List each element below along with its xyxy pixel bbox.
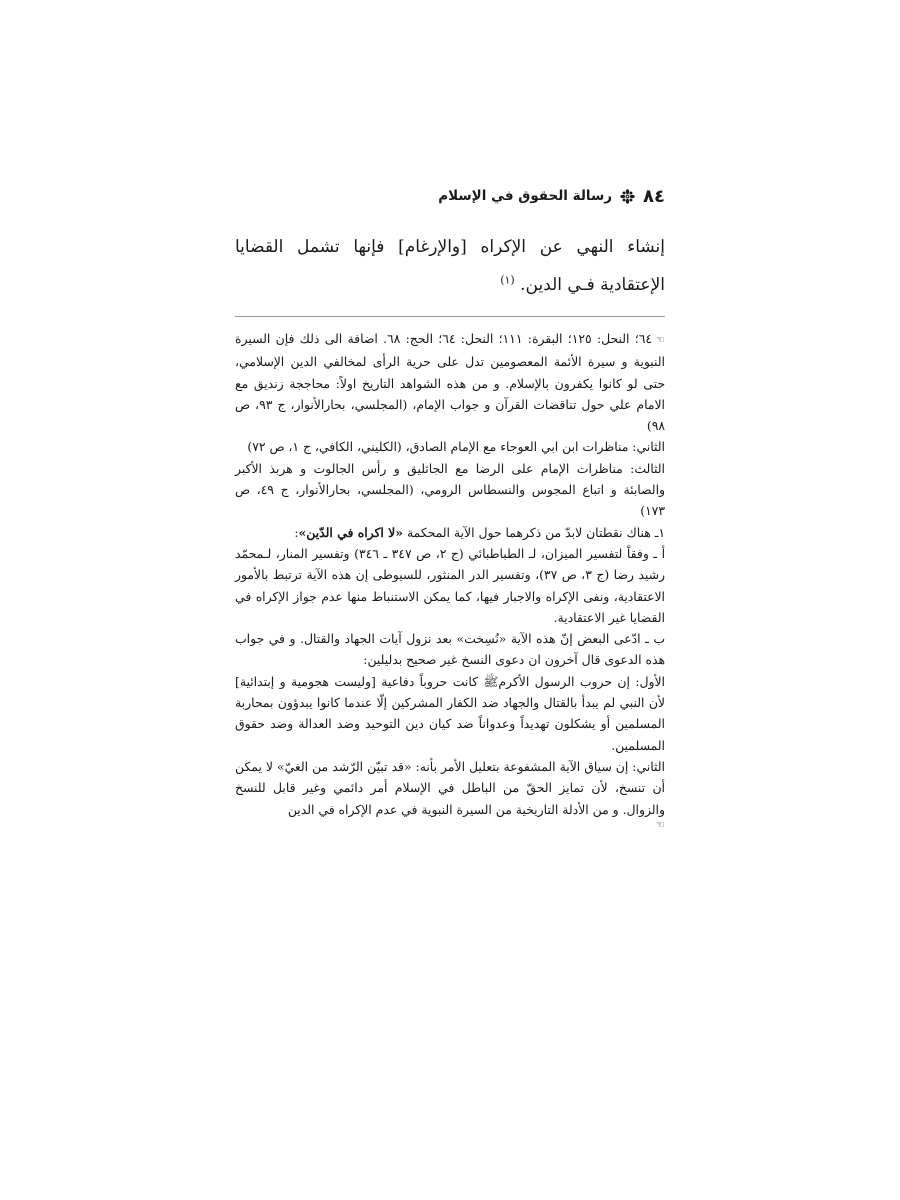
running-header [235,183,665,209]
footnote-line: ٦٤؛ النحل: ١٢٥؛ البقرة: ١١١؛ النحل: ٦٤؛ الحج: ٦٨. اضافة الى ذلك فإن السيرة النبوية و سيرة الأئمة المعصومين تدل على حرية الرأى لمخالفي الدين الإسلامي، حتى لو كانوا يكفرون بالإسلام. و من هذه الشواهد التاريخ اولاً: محاججة زنديق مع الامام علي حول تناقضات القرآن و جواب الإمام، (المجلسي، بحارالأنوار، ج ٩٣، ص ٩٨) [235,331,666,434]
footnote-argument-first: الأول: إن حروب الرسول الأكرمﷺ كانت حروباً دفاعية [وليست هجومية و إبتدائية] لأن النبي لم يبدأ بالقتال والجهاد ضد الكفار المشركين إلّا عندما كانوا يبدؤون بمحاربة المسلمين أو يشكلون تهديداً وعدواناً ضد كيان دين التوحيد وضد العدالة وضد حقوق المسلمين. [235,673,665,753]
footnote-point-ba: ب ـ ادّعى البعض إنّ هذه الآية «نُسِخت» بعد نزول آيات الجهاد والقتال. و في جواب هذه الدعوى قال آخرون ان دعوى النسخ غير صحيح بدليلين: [235,631,665,668]
footnote-separator [235,316,665,317]
main-paragraph [235,228,665,304]
main-paragraph-text: إنشاء النهي عن الإكراه [والإرغام] فإنها تشمل القضايا الإعتقادية فـي الدين. [235,237,665,295]
continuation-hand-icon-end: ☜ [656,819,665,831]
footnote-line-third: الثالث: مناظرات الإمام على الرضا مع الجاثليق و رأس الجالوت و هربذ الأكبر والصابئة و اتباع المجوس والنسطاس الرومي، (المجلسي، بحارالأنوار، ج ٤٩، ص ١٧٣) [235,460,665,519]
footnote-point-alif: أ ـ وفقاً لتفسير الميزان، لـ الطباطبائي (ج ٢، ص ٣٤٧ ـ ٣٤٦) وتفسير المنار، لـمحمّد رشيد رضا (ج ٣، ص ٣٧)، وتفسير الدر المنثور، للسيوطى إن هذه الآية ترتبط بالأمور الاعتقادية، ونفى الإكراه والاجبار فيها، كما يمكن الاستنباط منها عدم جواز الإكراه في القضايا غير الاعتقادية. [235,545,666,625]
footnote-argument-second: الثاني: إن سياق الآية المشفوعة بتعليل الأمر بأنه: «قد تبيّن الرّشد من الغيّ» لا يمكن أن تنسخ، لأن تمايز الحقّ من الباطل في الإسلام أمر دائمي وغير قابل للنسخ والزوال. و من الأدلة التاريخية من السيرة النبوية في عدم الإكراه في الدين [235,758,665,817]
footnote-continuation [235,328,665,436]
footnotes-section [235,328,665,832]
quranic-verse: «لا اكراه في الدّين» [298,524,403,540]
footnote-reference: (١) [500,273,515,287]
book-title: رسالة الحقوق في الإسلام [438,188,613,204]
flower-ornament-icon [620,189,635,204]
footnote-1-intro-text: ١ـ هناك نقطتان لابدّ من ذكرهما حول الآية المحكمة [406,524,665,540]
page-number: ٨٤ [643,185,665,207]
footnote-1-intro [235,522,665,543]
footnote-line-second: الثاني: مناظرات ابن ابي العوجاء مع الإمام الصادق، (الكليني، الكافي، ج ١، ص ٧٢) [247,439,665,455]
continuation-hand-icon: ☜ [656,335,665,346]
footnote-1-intro-colon: : [294,524,299,540]
